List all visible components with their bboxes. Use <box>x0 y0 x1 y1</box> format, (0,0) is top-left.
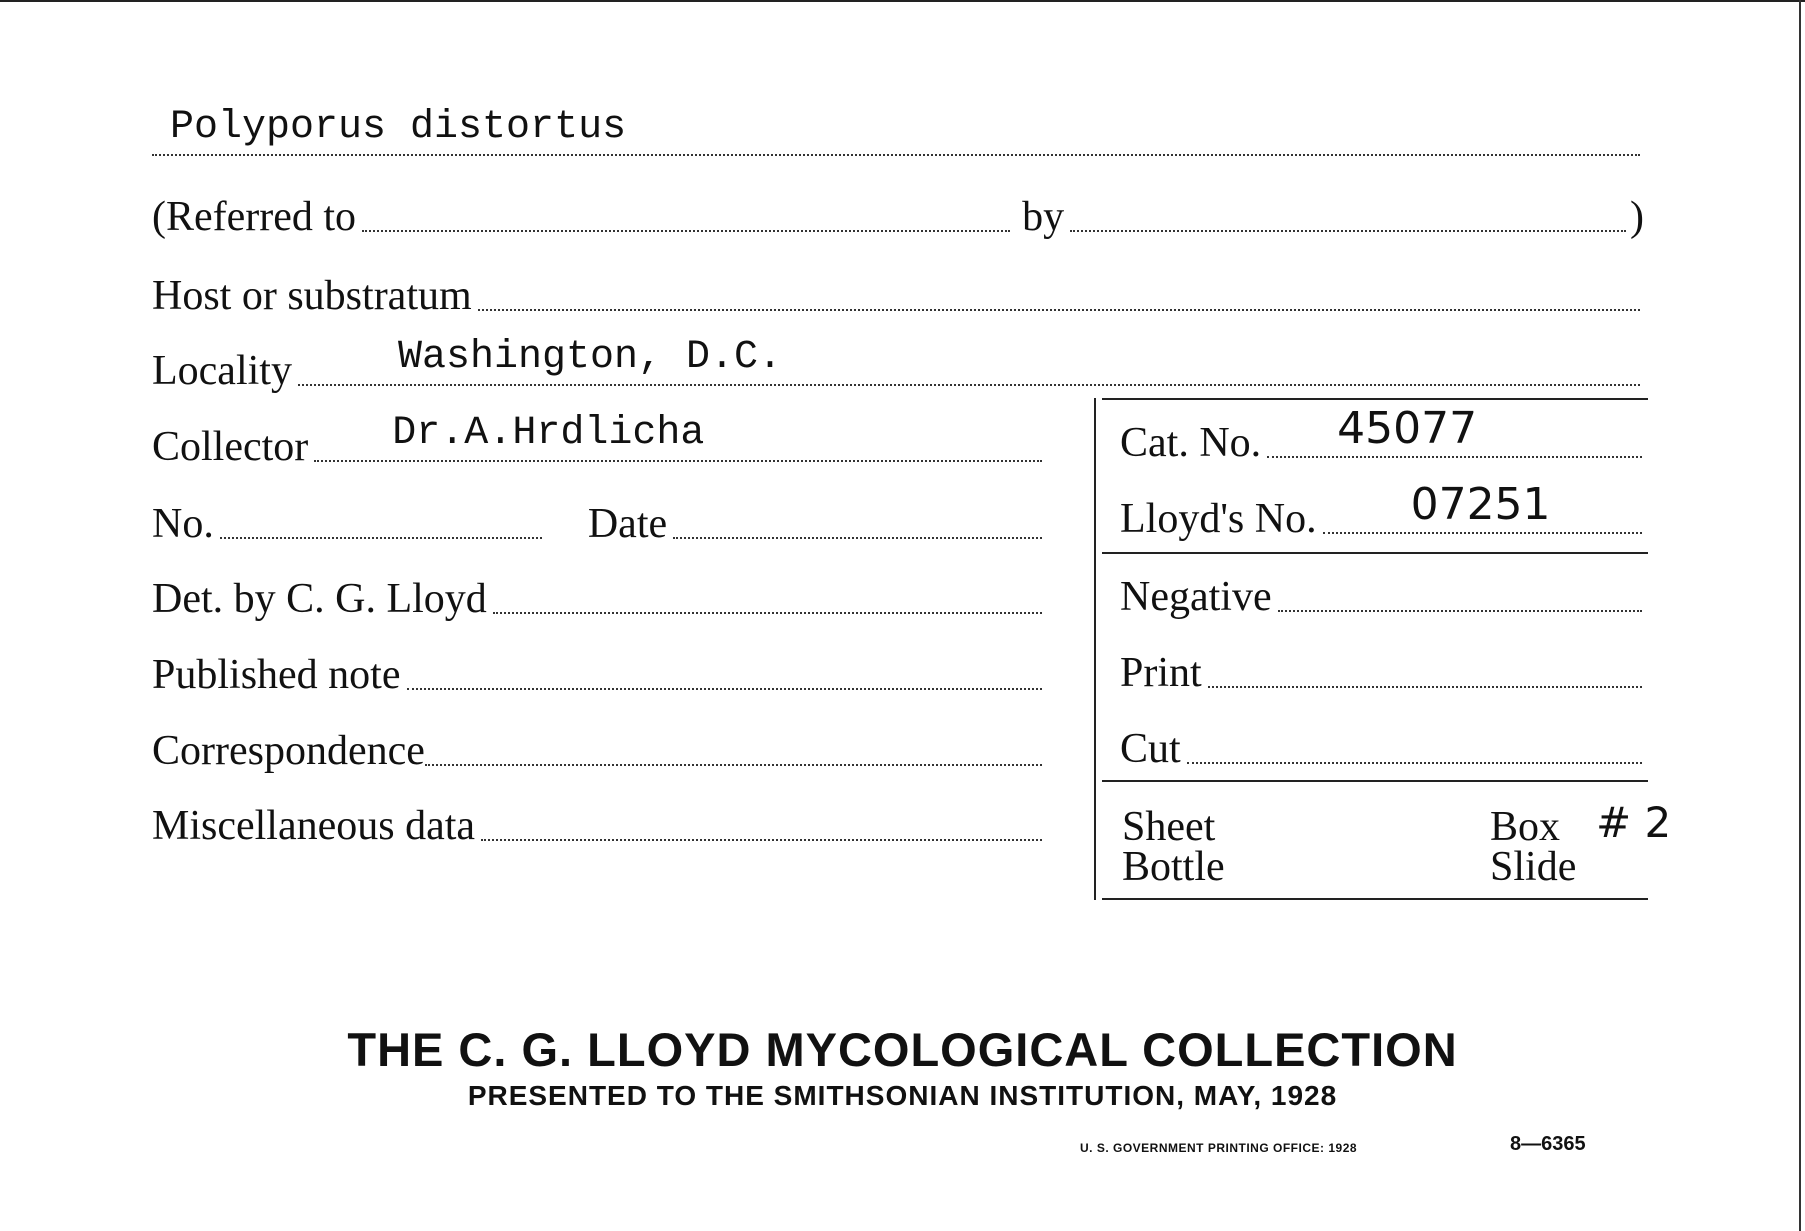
collection-subtitle: PRESENTED TO THE SMITHSONIAN INSTITUTION, MAY, 1928 <box>467 1080 1338 1111</box>
cat-label: Cat. No. <box>1120 420 1262 466</box>
host-label: Host or substratum <box>152 273 472 319</box>
bottle-label: Bottle <box>1122 844 1225 890</box>
print-row <box>1120 652 1646 694</box>
misc-row <box>152 805 1046 847</box>
species-name: Polyporus distortus <box>170 105 627 150</box>
misc-line <box>481 839 1042 841</box>
lloyd-value: 07251 <box>1410 479 1551 530</box>
det-row <box>152 578 1046 620</box>
box-label: Box <box>1490 804 1561 850</box>
cut-row <box>1120 728 1646 770</box>
negative-label: Negative <box>1120 574 1272 620</box>
negative-row <box>1120 576 1646 618</box>
sheet-label: Sheet <box>1122 804 1216 850</box>
no-label: No. <box>152 501 214 547</box>
collector-value: Dr.A.Hrdlicha <box>392 411 705 456</box>
referred-row <box>152 196 1644 238</box>
catalog-box <box>1094 398 1672 900</box>
det-line <box>493 612 1042 614</box>
host-row <box>152 275 1644 317</box>
correspondence-line <box>425 764 1042 766</box>
locality-row <box>152 335 1644 394</box>
lloyd-line <box>1323 479 1642 534</box>
print-label: Print <box>1120 650 1202 696</box>
box-bottom-rule <box>1102 898 1648 900</box>
by-line <box>1070 230 1626 232</box>
slide-label: Slide <box>1490 844 1577 890</box>
date-label: Date <box>587 501 668 547</box>
date-line <box>673 537 1042 539</box>
print-line <box>1208 686 1642 688</box>
species-row <box>152 105 1644 162</box>
cut-line <box>1187 762 1642 764</box>
printing-office-note: U. S. GOVERNMENT PRINTING OFFICE: 1928 <box>1080 1141 1358 1155</box>
box-top-rule <box>1102 398 1648 400</box>
close-paren: ) <box>1630 194 1644 240</box>
referred-to-label: (Referred to <box>152 194 357 240</box>
locality-line <box>298 335 1640 386</box>
box-lower-rule <box>1102 780 1648 782</box>
referred-to-line <box>362 230 1010 232</box>
by-label: by <box>1022 194 1065 240</box>
lloyd-label: Lloyd's No. <box>1120 496 1317 542</box>
collection-title: THE C. G. LLOYD MYCOLOGICAL COLLECTION <box>347 1023 1458 1076</box>
locality-label: Locality <box>152 348 292 394</box>
collector-line <box>314 411 1042 462</box>
species-line <box>152 105 1640 156</box>
no-line <box>220 537 542 539</box>
no-date-row <box>152 503 1046 545</box>
published-line <box>407 688 1043 690</box>
box-number: # 2 <box>1596 798 1672 847</box>
cat-value: 45077 <box>1337 403 1478 454</box>
collector-row <box>152 411 1046 470</box>
box-mid-rule <box>1102 552 1648 554</box>
locality-value: Washington, D.C. <box>397 335 783 380</box>
det-label: Det. by C. G. Lloyd <box>152 576 487 622</box>
published-label: Published note <box>152 652 401 698</box>
misc-label: Miscellaneous data <box>152 803 476 849</box>
form-number: 8—6365 <box>1510 1133 1586 1155</box>
collector-label: Collector <box>152 424 309 470</box>
cat-row <box>1120 403 1646 466</box>
cat-line <box>1267 403 1642 458</box>
published-row <box>152 654 1046 696</box>
cut-label: Cut <box>1120 726 1181 772</box>
correspondence-row <box>152 730 1046 772</box>
host-line <box>478 309 1640 311</box>
correspondence-label: Correspondence <box>152 728 425 774</box>
lloyd-row <box>1120 479 1646 542</box>
card-top-border <box>0 0 1805 2</box>
negative-line <box>1278 610 1642 612</box>
